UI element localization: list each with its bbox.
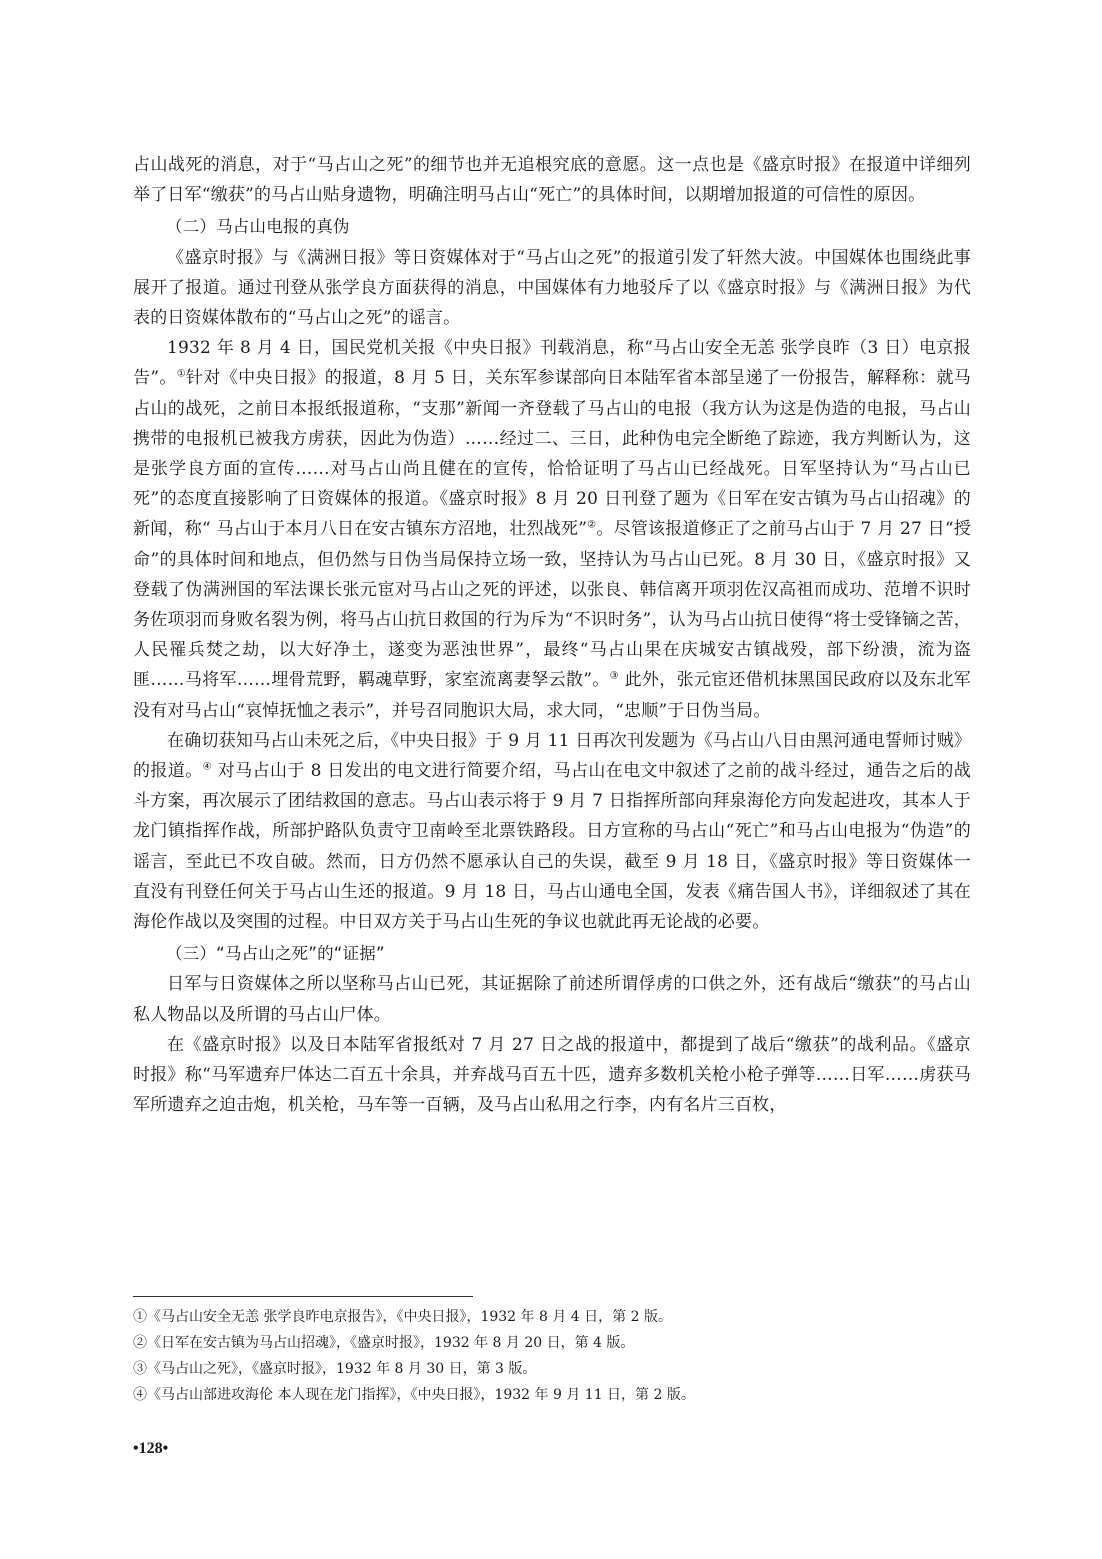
footnote-ref-1[interactable]: ①: [176, 368, 187, 380]
footnote-3: ③《马占山之死》，《盛京时报》，1932 年 8 月 30 日，第 3 版。: [133, 1361, 537, 1377]
paragraph-text: 对马占山于 8 日发出的电文进行简要介绍，马占山在电文中叙述了之前的战斗经过，通告之后的战斗方案，再次展示了团结救国的意志。马占山表示将于 9 月 7 日指挥所部向拜泉海伦方向发起进攻，其本人于龙门镇指挥作战，所部护路队负责守卫南岭至北票铁路段。日方宣称的马占山“死亡”和马占山电报为“伪造”的谣言，至此已不攻自破。然而，日方仍然不愿承认自己的失误，截至 9 月 18 日，《盛京时报》等日资媒体一直没有刊登任何关于马占山生还的报道。9 月 18 日，马占山通电全国，发表《痛告国人书》，详细叙述了其在海伦作战以及突围的过程。中日双方关于马占山生死的争议也就此再无论战的必要。: [133, 761, 971, 933]
paragraph-text: 在确切获知马占山未死之后，《中央日报》于 9 月 11 日再次刊发题为《马占山八日由黑河通电誓师讨贼》的报道。: [133, 730, 971, 782]
heading-text: （二）马占山电报的真伪: [166, 217, 350, 237]
footnote-4: ④《马占山部进攻海伦 本人现在龙门指挥》，《中央日报》，1932 年 9 月 11 日，第 2 版。: [133, 1387, 695, 1403]
footnote-divider: [133, 1296, 473, 1297]
paragraph-text: 1932 年 8 月 4 日，国民党机关报《中央日报》刊载消息，称“马占山安全无恙 张学良昨（3 日）电京报告”。: [133, 338, 971, 389]
body-text: [133, 150, 971, 1121]
heading-text: （三）“马占山之死”的“证据”: [166, 944, 385, 964]
paragraph-text: 占山战死的消息，对于“马占山之死”的细节也并无追根究底的意愿。这一点也是《盛京时报》在报道中详细列举了日军“缴获”的马占山贴身遗物，明确注明马占山“死亡”的具体时间，以期增加报道的可信性的原因。: [133, 155, 971, 206]
section-heading-3: [133, 939, 971, 969]
paragraph-1: [133, 243, 971, 334]
footnote-ref-2[interactable]: ②: [587, 519, 597, 531]
footnote-2: ②《日军在安古镇为马占山招魂》，《盛京时报》，1932 年 8 月 20 日，第 4 版。: [133, 1335, 635, 1351]
paragraph-text: 。尽管该报道修正了之前马占山于 7 月 27 日“授命”的具体时间和地点，但仍然与日伪当局保持立场一致，坚持认为马占山已死。8 月 30 日，《盛京时报》又登载了伪满洲国的军法课长张元宦对马占山之死的评述，以张良、韩信离开项羽佐汉高祖而成功、范增不识时务佐项羽而身败名裂为例，将马占山抗日救国的行为斥为“不识时务”，认为马占山抗日使得“将士受锋镝之苦，人民罹兵焚之劫，以大好净土，遂变为恶浊世界”，最终“马占山果在庆城安古镇战殁，部下纷溃，流为盗匪……马将军……埋骨荒野，羁魂草野，家室流离妻孥云散”。: [133, 519, 971, 691]
paragraph-text: 在《盛京时报》以及日本陆军省报纸对 7 月 27 日之战的报道中，都提到了战后“缴获”的战利品。《盛京时报》称“马军遗弃尸体达二百五十余具，并弃战马百五十匹，遗弃多数机关枪小枪子弹等……日军……虏获马军所遗弃之迫击炮，机关枪，马车等一百辆，及马占山私用之行李，内有名片三百枚，: [133, 1034, 971, 1116]
paragraph-2: [133, 333, 971, 726]
paragraph-text: 《盛京时报》与《满洲日报》等日资媒体对于“马占山之死”的报道引发了轩然大波。中国媒体也围绕此事展开了报道。通过刊登从张学良方面获得的消息，中国媒体有力地驳斥了以《盛京时报》与《满洲日报》为代表的日资媒体散布的“马占山之死”的谣言。: [133, 247, 971, 329]
paragraph-4: [133, 969, 971, 1029]
footnote-1: ①《马占山安全无恙 张学良昨电京报告》，《中央日报》，1932 年 8 月 4 日，第 2 版。: [133, 1309, 672, 1325]
paragraph-text: 日军与日资媒体之所以坚称马占山已死，其证据除了前述所谓俘虏的口供之外，还有战后“缴获”的马占山私人物品以及所谓的马占山尸体。: [133, 974, 971, 1025]
paragraph-text: 此外，张元宦还借机抹黑国民政府以及东北军没有对马占山“哀悼抚恤之表示”，并号召同胞识大局，求大同，“忠顺”于日伪当局。: [133, 670, 971, 721]
footnote-ref-4[interactable]: ④: [202, 761, 212, 773]
section-heading-2: [133, 212, 971, 242]
footnote-ref-3[interactable]: ③: [609, 670, 619, 682]
paragraph-5: [133, 1030, 971, 1121]
paragraph-continuation: [133, 150, 971, 210]
paragraph-text: 针对《中央日报》的报道，8 月 5 日，关东军参谋部向日本陆军省本部呈递了一份报告，解释称：就马占山的战死，之前日本报纸报道称，“支那”新闻一齐登载了马占山的电报（我方认为这是伪造的电报，马占山携带的电报机已被我方虏获，因此为伪造）……经过二、三日，此种伪电完全断绝了踪迹，我方判断认为，这是张学良方面的宣传……对马占山尚且健在的宣传，恰恰证明了马占山已经战死。日军坚持认为“马占山已死”的态度直接影响了日资媒体的报道。《盛京时报》8 月 20 日刊登了题为《日军在安古镇为马占山招魂》的新闻，称“ 马占山于本月八日在安古镇东方沼地，壮烈战死”: [133, 368, 971, 540]
page-number: •128•: [133, 1440, 169, 1457]
footnotes: [133, 1304, 971, 1408]
paragraph-3: [133, 726, 971, 937]
